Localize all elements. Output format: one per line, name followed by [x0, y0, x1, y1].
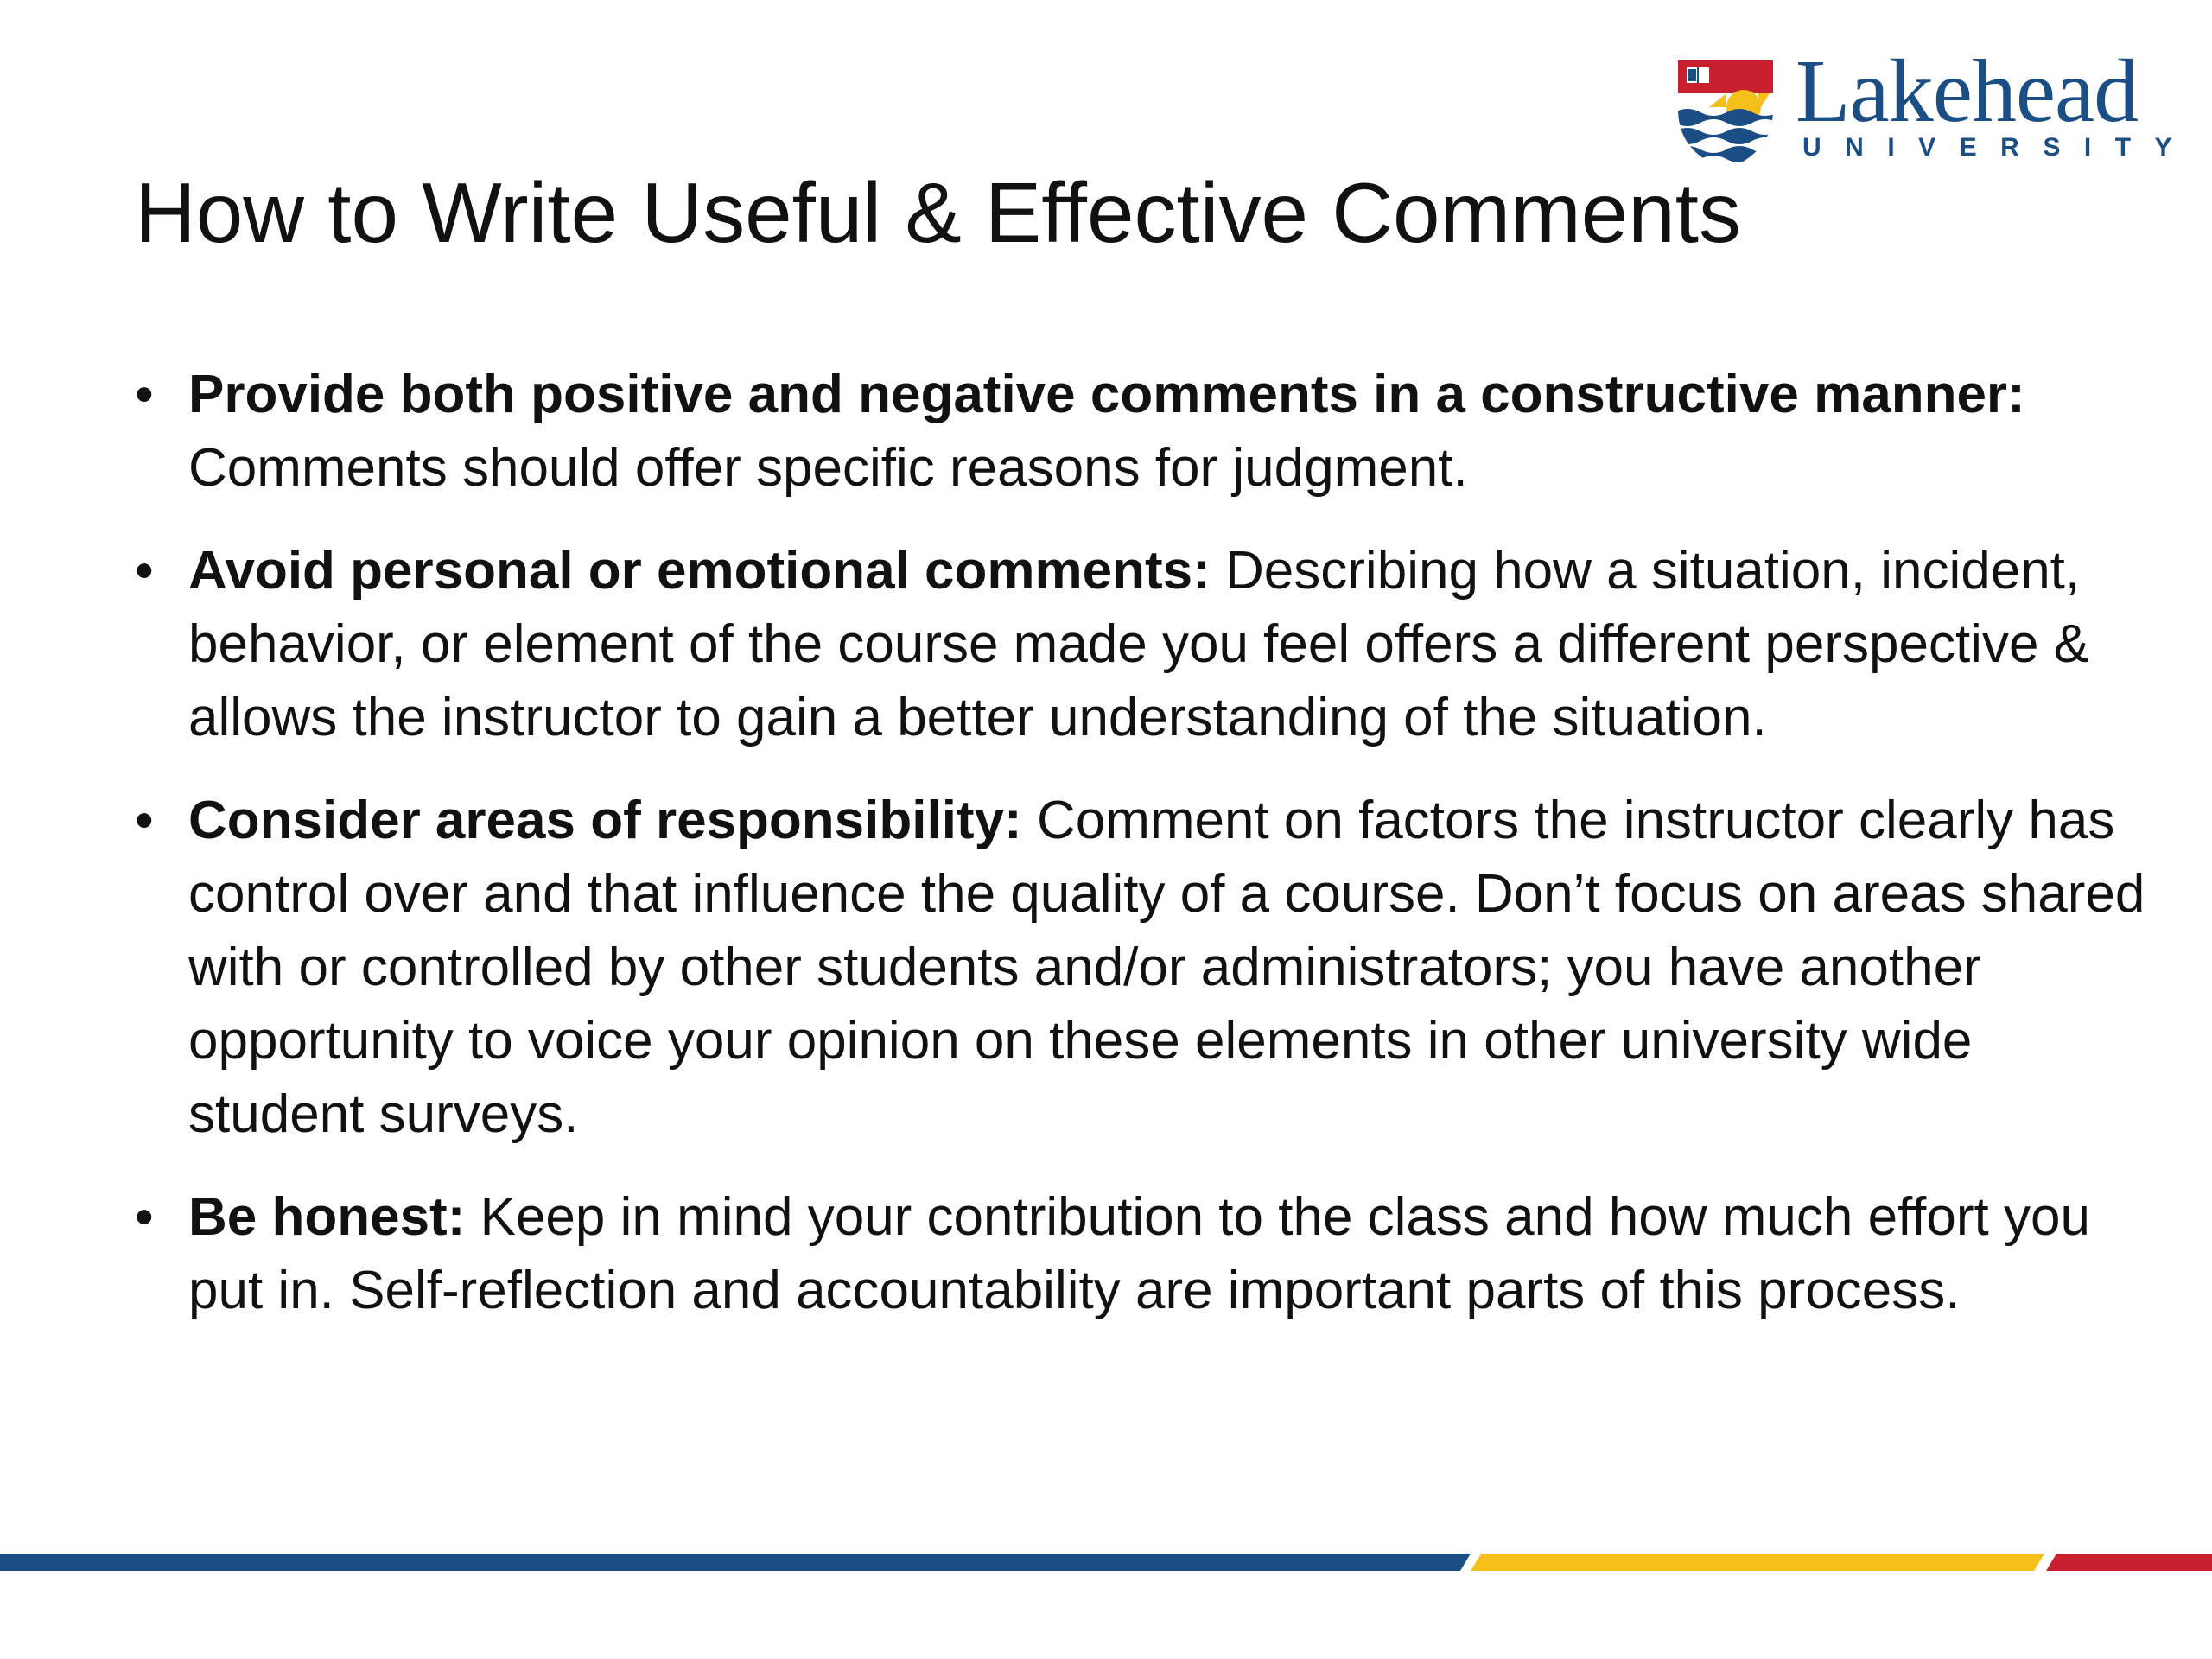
bullet-item: [135, 358, 2157, 505]
logo-subtitle: UNIVERSITY: [1802, 133, 2196, 162]
bullet-dot-icon: •: [135, 1187, 154, 1247]
bullet-item: [135, 1180, 2157, 1327]
bullet-body: Comment on factors the instructor clearly has control over and that influence the quality of a course. Don’t focus on areas shared with or controlled by other students and/or administrators; you have another opportunity to voice your opinion on these elements in other university wide student surveys.: [188, 791, 2145, 1144]
bullet-dot-icon: •: [135, 791, 154, 850]
bullet-heading: Consider areas of responsibility:: [188, 791, 1022, 850]
bullet-body: Describing how a situation, incident, behavior, or element of the course made you feel offers a different perspective & allows the instructor to gain a better understanding of the situation.: [188, 541, 2090, 747]
footer-color-bars: [0, 1554, 2212, 1571]
footer-bar-blue: [0, 1554, 1471, 1571]
footer-bar-red: [2046, 1554, 2212, 1571]
bullet-heading: Be honest:: [188, 1187, 466, 1247]
slide-title: How to Write Useful & Effective Comments: [135, 165, 1741, 260]
bullet-item: [135, 534, 2157, 754]
bullet-body: Keep in mind your contribution to the class and how much effort you put in. Self-reflection and accountability are important parts of this process.: [188, 1187, 2090, 1320]
bullet-body: Comments should offer specific reasons for judgment.: [188, 438, 1468, 498]
logo-wordmark: Lakehead: [1796, 41, 2139, 141]
bullet-dot-icon: •: [135, 541, 154, 601]
bullet-item: [135, 784, 2157, 1151]
footer-bar-gold: [1471, 1554, 2044, 1571]
bullet-heading: Provide both positive and negative comments in a constructive manner:: [188, 365, 2025, 424]
bullet-list: [135, 358, 2157, 1357]
bullet-heading: Avoid personal or emotional comments:: [188, 541, 1211, 601]
bullet-dot-icon: •: [135, 365, 154, 424]
lakehead-logo: [1675, 41, 2196, 171]
lakehead-shield-icon: [1675, 59, 1777, 171]
